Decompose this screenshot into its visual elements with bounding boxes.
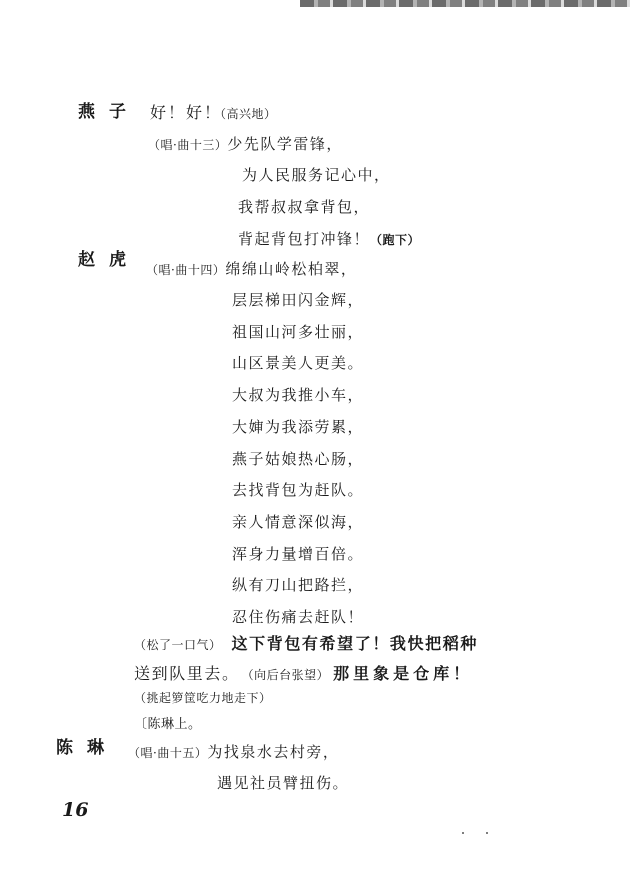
song-line-zhaohu-10: 浑身力量增百倍。: [232, 545, 365, 563]
song-line-zhaohu-1: （唱·曲十四）绵绵山岭松柏翠，: [146, 260, 358, 278]
song-line-chenlin-2: 遇见社员臂扭伤。: [217, 774, 350, 792]
direction-carry-exit: （挑起箩筐吃力地走下）: [134, 691, 272, 705]
song-line-yanzi-2: 为人民服务记心中，: [242, 166, 391, 184]
page-number: 16: [62, 799, 89, 821]
direction-look-backstage: （向后台张望）: [247, 668, 330, 682]
song-line-zhaohu-3: 祖国山河多壮丽，: [232, 323, 365, 341]
song-line-zhaohu-7: 燕子姑娘热心肠，: [232, 450, 365, 468]
direction-exit: （跑下）: [370, 233, 421, 247]
song-line-zhaohu-8: 去找背包为赶队。: [232, 481, 365, 499]
dialogue-zhaohu-1: （松了一口气） 这下背包有希望了！我快把稻种: [134, 634, 478, 653]
song-cue-15: （唱·曲十五）: [128, 746, 208, 760]
direction-relief: （松了一口气）: [134, 638, 222, 652]
song-line-zhaohu-11: 纵有刀山把路拦，: [232, 576, 365, 594]
speaker-chenlin: 陈琳: [56, 738, 118, 758]
direction-happily: （高兴地）: [214, 107, 277, 121]
speck: [462, 832, 464, 834]
song-line-yanzi-3: 我帮叔叔拿背包，: [238, 198, 371, 216]
dialogue-yanzi: 好！好！: [150, 103, 223, 122]
song-line-zhaohu-6: 大婶为我添劳累，: [232, 418, 365, 436]
song-line-zhaohu-5: 大叔为我推小车，: [232, 386, 365, 404]
song-line-zhaohu-12: 忍住伤痛去赶队！: [232, 608, 365, 626]
header-strip: [300, 0, 630, 7]
speaker-zhaohu: 赵虎: [78, 250, 140, 270]
song-line-zhaohu-9: 亲人情意深似海，: [232, 513, 365, 531]
speck: [486, 832, 488, 834]
song-line-zhaohu-2: 层层梯田闪金辉，: [232, 291, 365, 309]
song-line-yanzi-1: （唱·曲十三）少先队学雷锋，: [148, 135, 343, 153]
song-line-yanzi-4: 背起背包打冲锋！（跑下）: [238, 230, 421, 248]
stage-direction-chenlin-enters: 〔陈琳上。: [134, 717, 202, 732]
song-line-chenlin-1: （唱·曲十五）为找泉水去村旁，: [128, 743, 340, 761]
song-cue-13: （唱·曲十三）: [148, 138, 228, 152]
song-cue-14: （唱·曲十四）: [146, 263, 226, 277]
speaker-yanzi: 燕子: [78, 102, 140, 122]
song-line-zhaohu-4: 山区景美人更美。: [232, 354, 365, 372]
dialogue-zhaohu-2: 送到队里去。 （向后台张望） 那里象是仓库！: [134, 664, 474, 683]
